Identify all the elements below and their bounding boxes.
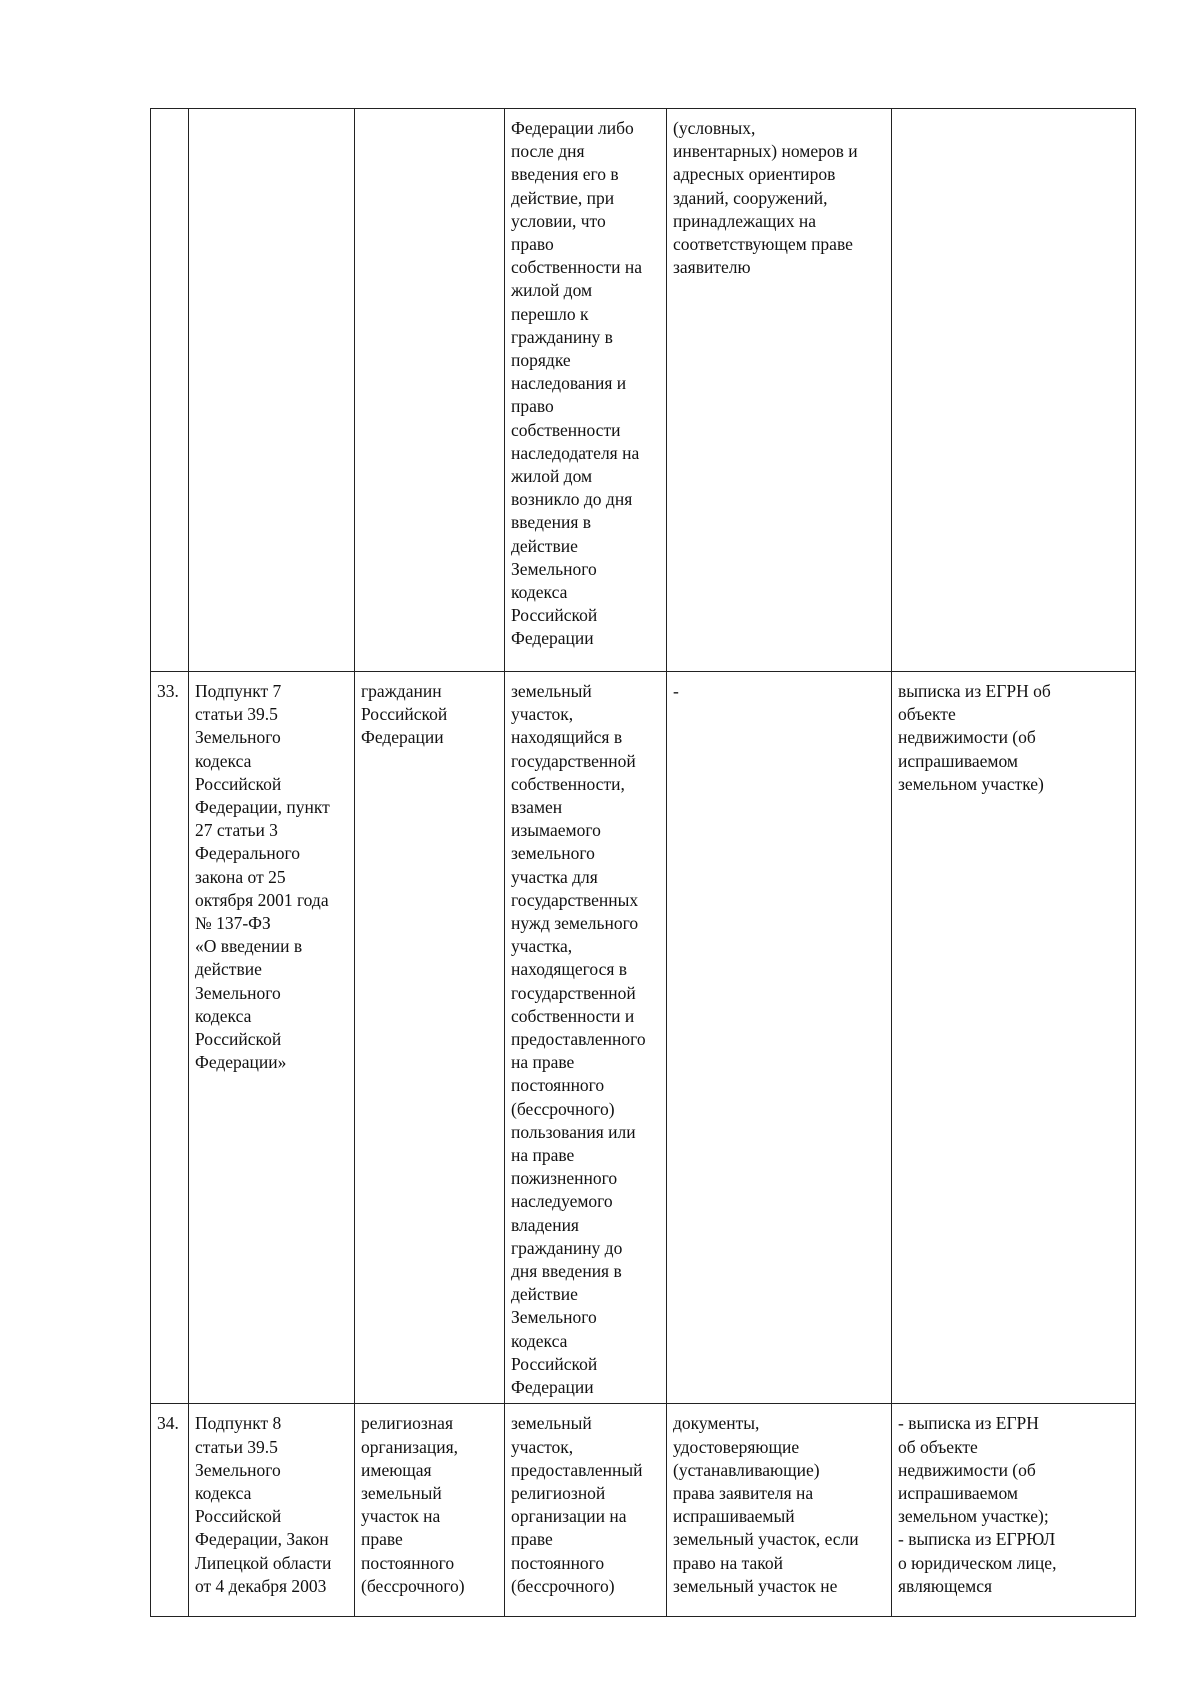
row-number-cell: 33. (151, 672, 189, 1404)
legal-basis-cell: Подпункт 8 статьи 39.5 Земельного кодекса Российской Федерации, Закон Липецкой области от 4 декабря 2003 (189, 1404, 355, 1617)
row-number-cell (151, 109, 189, 672)
land-plot-cell: земельный участок, находящийся в государственной собственности, взамен изымаемого земельного участка для государственных нужд земельного участка, находящегося в государственной собственности и предоставленного на праве постоянного (бессрочного) пользования или на праве пожизненного наследуемого владения гражданину до дня введения в действие Земельного кодекса Российской Федерации (505, 672, 667, 1404)
land-plot-cell: земельный участок, предоставленный религиозной организации на праве постоянного (бессрочного) (505, 1404, 667, 1617)
applicant-cell: гражданин Российской Федерации (355, 672, 505, 1404)
land-plot-documents-table (150, 108, 1136, 1617)
legal-basis-cell: Подпункт 7 статьи 39.5 Земельного кодекса Российской Федерации, пункт 27 статьи 3 Федерального закона от 25 октября 2001 года № 137-ФЗ «О введении в действие Земельного кодекса Российской Федерации» (189, 672, 355, 1404)
applicant-documents-cell: документы, удостоверяющие (устанавливающие) права заявителя на испрашиваемый земельный участок, если право на такой земельный участок не (667, 1404, 892, 1617)
requested-documents-cell (892, 109, 1136, 672)
table-row (151, 672, 1136, 1404)
land-plot-cell: Федерации либо после дня введения его в действие, при условии, что право собственности на жилой дом перешло к гражданину в порядке наследования и право собственности наследодателя на жилой дом возникло до дня введения в действие Земельного кодекса Российской Федерации (505, 109, 667, 672)
applicant-cell: религиозная организация, имеющая земельный участок на праве постоянного (бессрочного) (355, 1404, 505, 1617)
table-row (151, 109, 1136, 672)
applicant-documents-cell: - (667, 672, 892, 1404)
requested-documents-cell: выписка из ЕГРН об объекте недвижимости (об испрашиваемом земельном участке) (892, 672, 1136, 1404)
applicant-cell (355, 109, 505, 672)
row-number-cell: 34. (151, 1404, 189, 1617)
legal-basis-cell (189, 109, 355, 672)
table-row (151, 1404, 1136, 1617)
requested-documents-cell: - выписка из ЕГРН об объекте недвижимости (об испрашиваемом земельном участке); - выписка из ЕГРЮЛ о юридическом лице, являющемся (892, 1404, 1136, 1617)
applicant-documents-cell: (условных, инвентарных) номеров и адресных ориентиров зданий, сооружений, принадлежащих на соответствующем праве заявителю (667, 109, 892, 672)
